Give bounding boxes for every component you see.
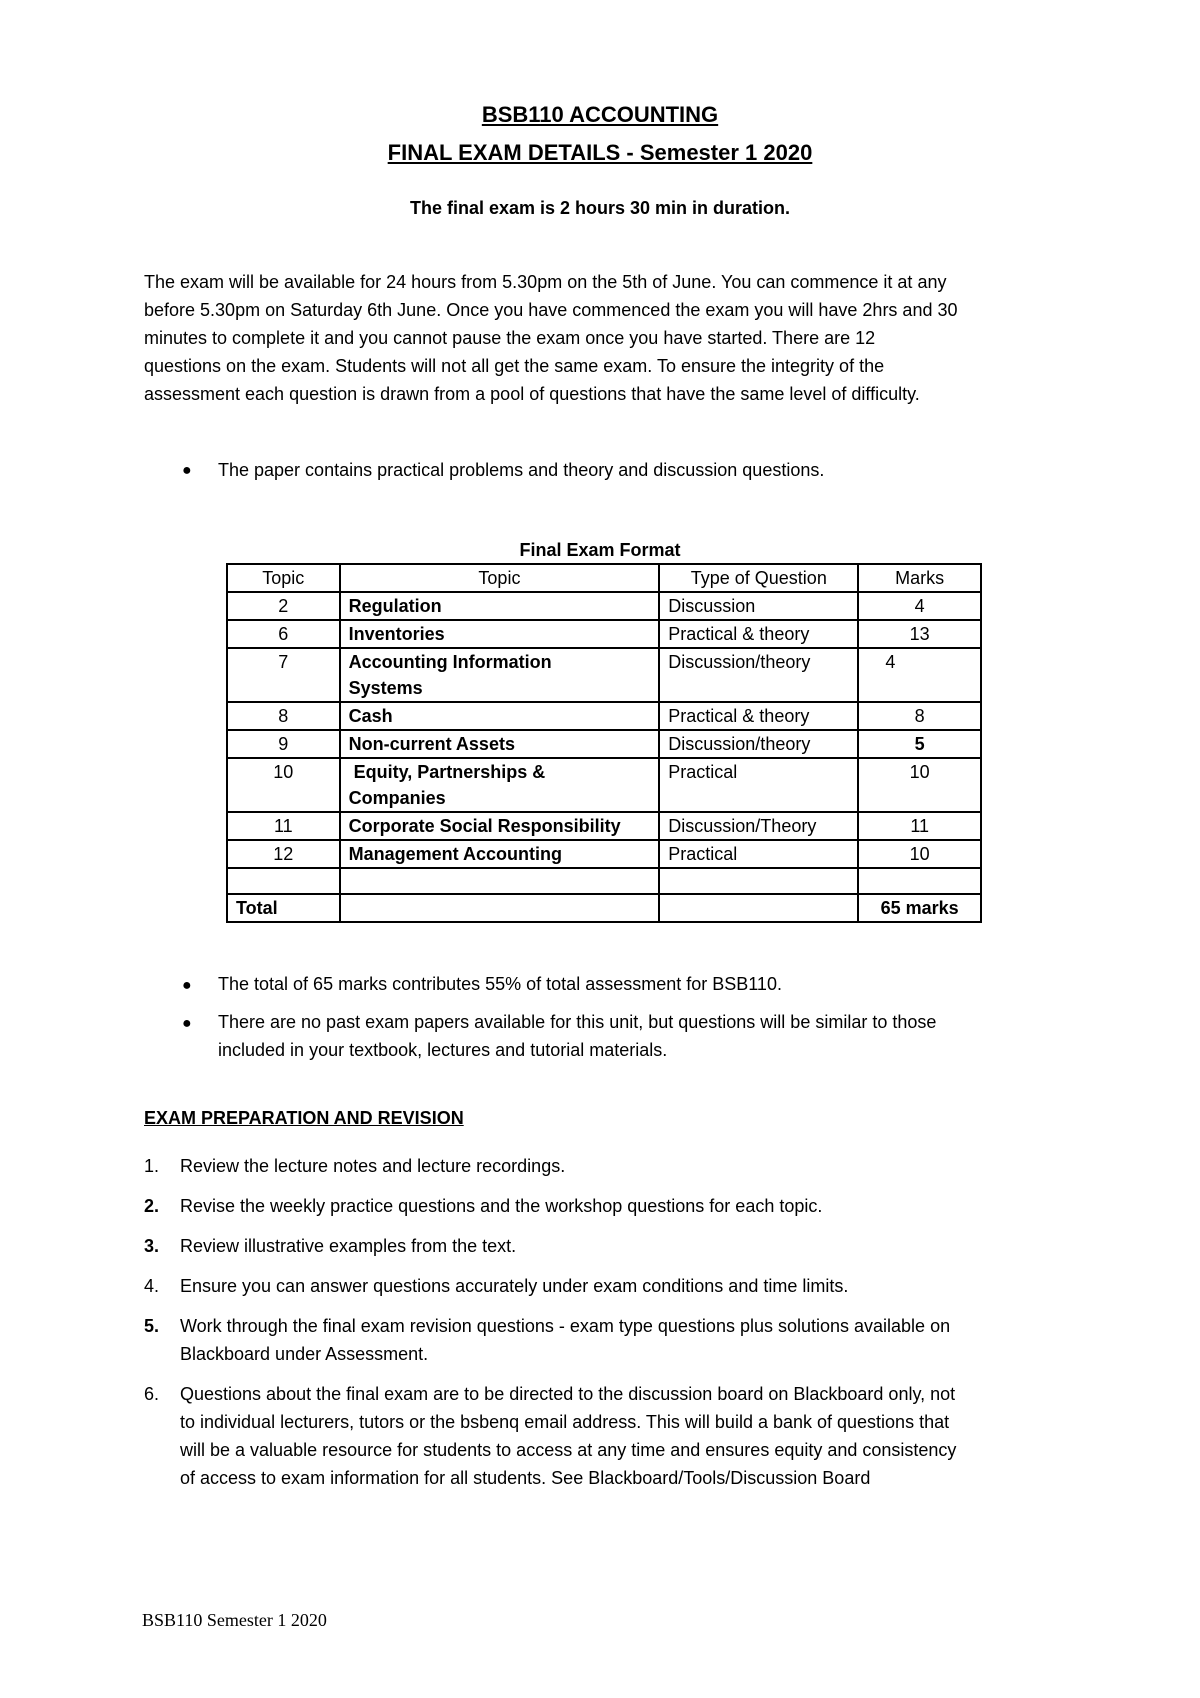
list-number: 1. bbox=[144, 1156, 160, 1176]
table-empty-row bbox=[227, 868, 981, 894]
list-item: to individual lecturers, tutors or the bsbenq email address. This will build a bank of questions that bbox=[180, 1412, 950, 1432]
question-type: Discussion/theory bbox=[659, 648, 858, 702]
topic-name-line2: Systems bbox=[348, 678, 423, 698]
intro-line: The exam will be available for 24 hours from 5.30pm on the 5th of June. You can commence it at any bbox=[144, 272, 947, 292]
empty-cell bbox=[340, 894, 660, 922]
header-cell: Marks bbox=[858, 564, 981, 592]
topic-name-line1: Equity, Partnerships & bbox=[348, 762, 546, 782]
header-cell: Topic bbox=[227, 564, 340, 592]
marks: 13 bbox=[858, 620, 981, 648]
title-course: BSB110 ACCOUNTING bbox=[481, 102, 719, 127]
table-row bbox=[227, 702, 981, 730]
list-item: Review illustrative examples from the text. bbox=[180, 1236, 517, 1256]
table-row bbox=[227, 648, 981, 702]
marks: 11 bbox=[858, 812, 981, 840]
bullet-paper-contents: The paper contains practical problems and theory and discussion questions. bbox=[218, 460, 825, 480]
intro-line: before 5.30pm on Saturday 6th June. Once you have commenced the exam you will have 2hrs and 30 bbox=[144, 300, 958, 320]
list-item: will be a valuable resource for students to access at any time and ensures equity and consistency bbox=[180, 1440, 957, 1460]
topic-number: 7 bbox=[227, 648, 340, 702]
question-type: Practical & theory bbox=[659, 702, 858, 730]
table-header-row bbox=[227, 564, 981, 592]
marks: 4 bbox=[858, 648, 981, 702]
topic-name-line1: Accounting Information bbox=[348, 652, 552, 672]
marks: 8 bbox=[858, 702, 981, 730]
empty-cell bbox=[227, 868, 340, 894]
list-number: 2. bbox=[144, 1196, 160, 1216]
bullet-icon: ● bbox=[182, 1015, 192, 1032]
question-type: Practical bbox=[659, 758, 858, 812]
topic-number: 8 bbox=[227, 702, 340, 730]
revision-heading: EXAM PREPARATION AND REVISION bbox=[144, 1108, 464, 1128]
bullet-past-papers-line2: included in your textbook, lectures and tutorial materials. bbox=[218, 1040, 668, 1060]
empty-cell bbox=[340, 868, 660, 894]
topic-name: Corporate Social Responsibility bbox=[340, 812, 660, 840]
topic-number: 10 bbox=[227, 758, 340, 812]
topic-number: 9 bbox=[227, 730, 340, 758]
question-type: Discussion bbox=[659, 592, 858, 620]
empty-cell bbox=[858, 868, 981, 894]
list-number: 5. bbox=[144, 1316, 160, 1336]
bullet-past-papers-line1: There are no past exam papers available for this unit, but questions will be similar to those bbox=[218, 1012, 937, 1032]
topic-name-line2: Companies bbox=[348, 788, 446, 808]
marks: 5 bbox=[858, 730, 981, 758]
marks: 4 bbox=[858, 592, 981, 620]
total-label: Total bbox=[227, 894, 340, 922]
title-exam-details: FINAL EXAM DETAILS - Semester 1 2020 bbox=[387, 140, 813, 165]
table-total-row bbox=[227, 894, 981, 922]
header-cell: Type of Question bbox=[659, 564, 858, 592]
topic-name: Management Accounting bbox=[340, 840, 660, 868]
topic-name: Cash bbox=[340, 702, 660, 730]
list-item: Ensure you can answer questions accurately under exam conditions and time limits. bbox=[180, 1276, 849, 1296]
exam-format-table bbox=[226, 563, 982, 923]
list-item: Questions about the final exam are to be directed to the discussion board on Blackboard only, not bbox=[180, 1384, 956, 1404]
topic-number: 2 bbox=[227, 592, 340, 620]
list-item: of access to exam information for all students. See Blackboard/Tools/Discussion Board bbox=[180, 1468, 871, 1488]
duration-statement: The final exam is 2 hours 30 min in duration. bbox=[409, 198, 791, 218]
topic-number: 12 bbox=[227, 840, 340, 868]
bullet-icon: ● bbox=[182, 977, 192, 994]
list-item: Blackboard under Assessment. bbox=[180, 1344, 429, 1364]
header-cell: Topic bbox=[340, 564, 660, 592]
list-number: 3. bbox=[144, 1236, 160, 1256]
table-row bbox=[227, 812, 981, 840]
list-number: 6. bbox=[144, 1384, 160, 1404]
question-type: Practical & theory bbox=[659, 620, 858, 648]
marks: 10 bbox=[858, 840, 981, 868]
topic-name: Inventories bbox=[340, 620, 660, 648]
question-type: Discussion/Theory bbox=[659, 812, 858, 840]
empty-cell bbox=[659, 894, 858, 922]
table-row bbox=[227, 758, 981, 812]
topic-number: 11 bbox=[227, 812, 340, 840]
question-type: Discussion/theory bbox=[659, 730, 858, 758]
empty-cell bbox=[659, 868, 858, 894]
topic-name: Non-current Assets bbox=[340, 730, 660, 758]
intro-line: minutes to complete it and you cannot pause the exam once you have started. There are 12 bbox=[144, 328, 876, 348]
topic-number: 6 bbox=[227, 620, 340, 648]
table-row bbox=[227, 620, 981, 648]
table-caption: Final Exam Format bbox=[519, 540, 681, 560]
intro-line: assessment each question is drawn from a pool of questions that have the same level of difficulty. bbox=[144, 384, 920, 404]
marks: 10 bbox=[858, 758, 981, 812]
bullet-icon: ● bbox=[182, 462, 192, 479]
topic-name bbox=[340, 758, 660, 812]
topic-name: Regulation bbox=[340, 592, 660, 620]
list-item: Work through the final exam revision questions - exam type questions plus solutions available on bbox=[180, 1316, 951, 1336]
table-row bbox=[227, 840, 981, 868]
table-row bbox=[227, 592, 981, 620]
table-row bbox=[227, 730, 981, 758]
topic-name bbox=[340, 648, 660, 702]
list-item: Review the lecture notes and lecture recordings. bbox=[180, 1156, 566, 1176]
total-marks: 65 marks bbox=[858, 894, 981, 922]
question-type: Practical bbox=[659, 840, 858, 868]
intro-line: questions on the exam. Students will not all get the same exam. To ensure the integrity of the bbox=[144, 356, 885, 376]
list-number: 4. bbox=[144, 1276, 160, 1296]
list-item: Revise the weekly practice questions and the workshop questions for each topic. bbox=[180, 1196, 823, 1216]
bullet-total-marks: The total of 65 marks contributes 55% of total assessment for BSB110. bbox=[218, 974, 782, 994]
page-footer: BSB110 Semester 1 2020 bbox=[142, 1610, 327, 1630]
